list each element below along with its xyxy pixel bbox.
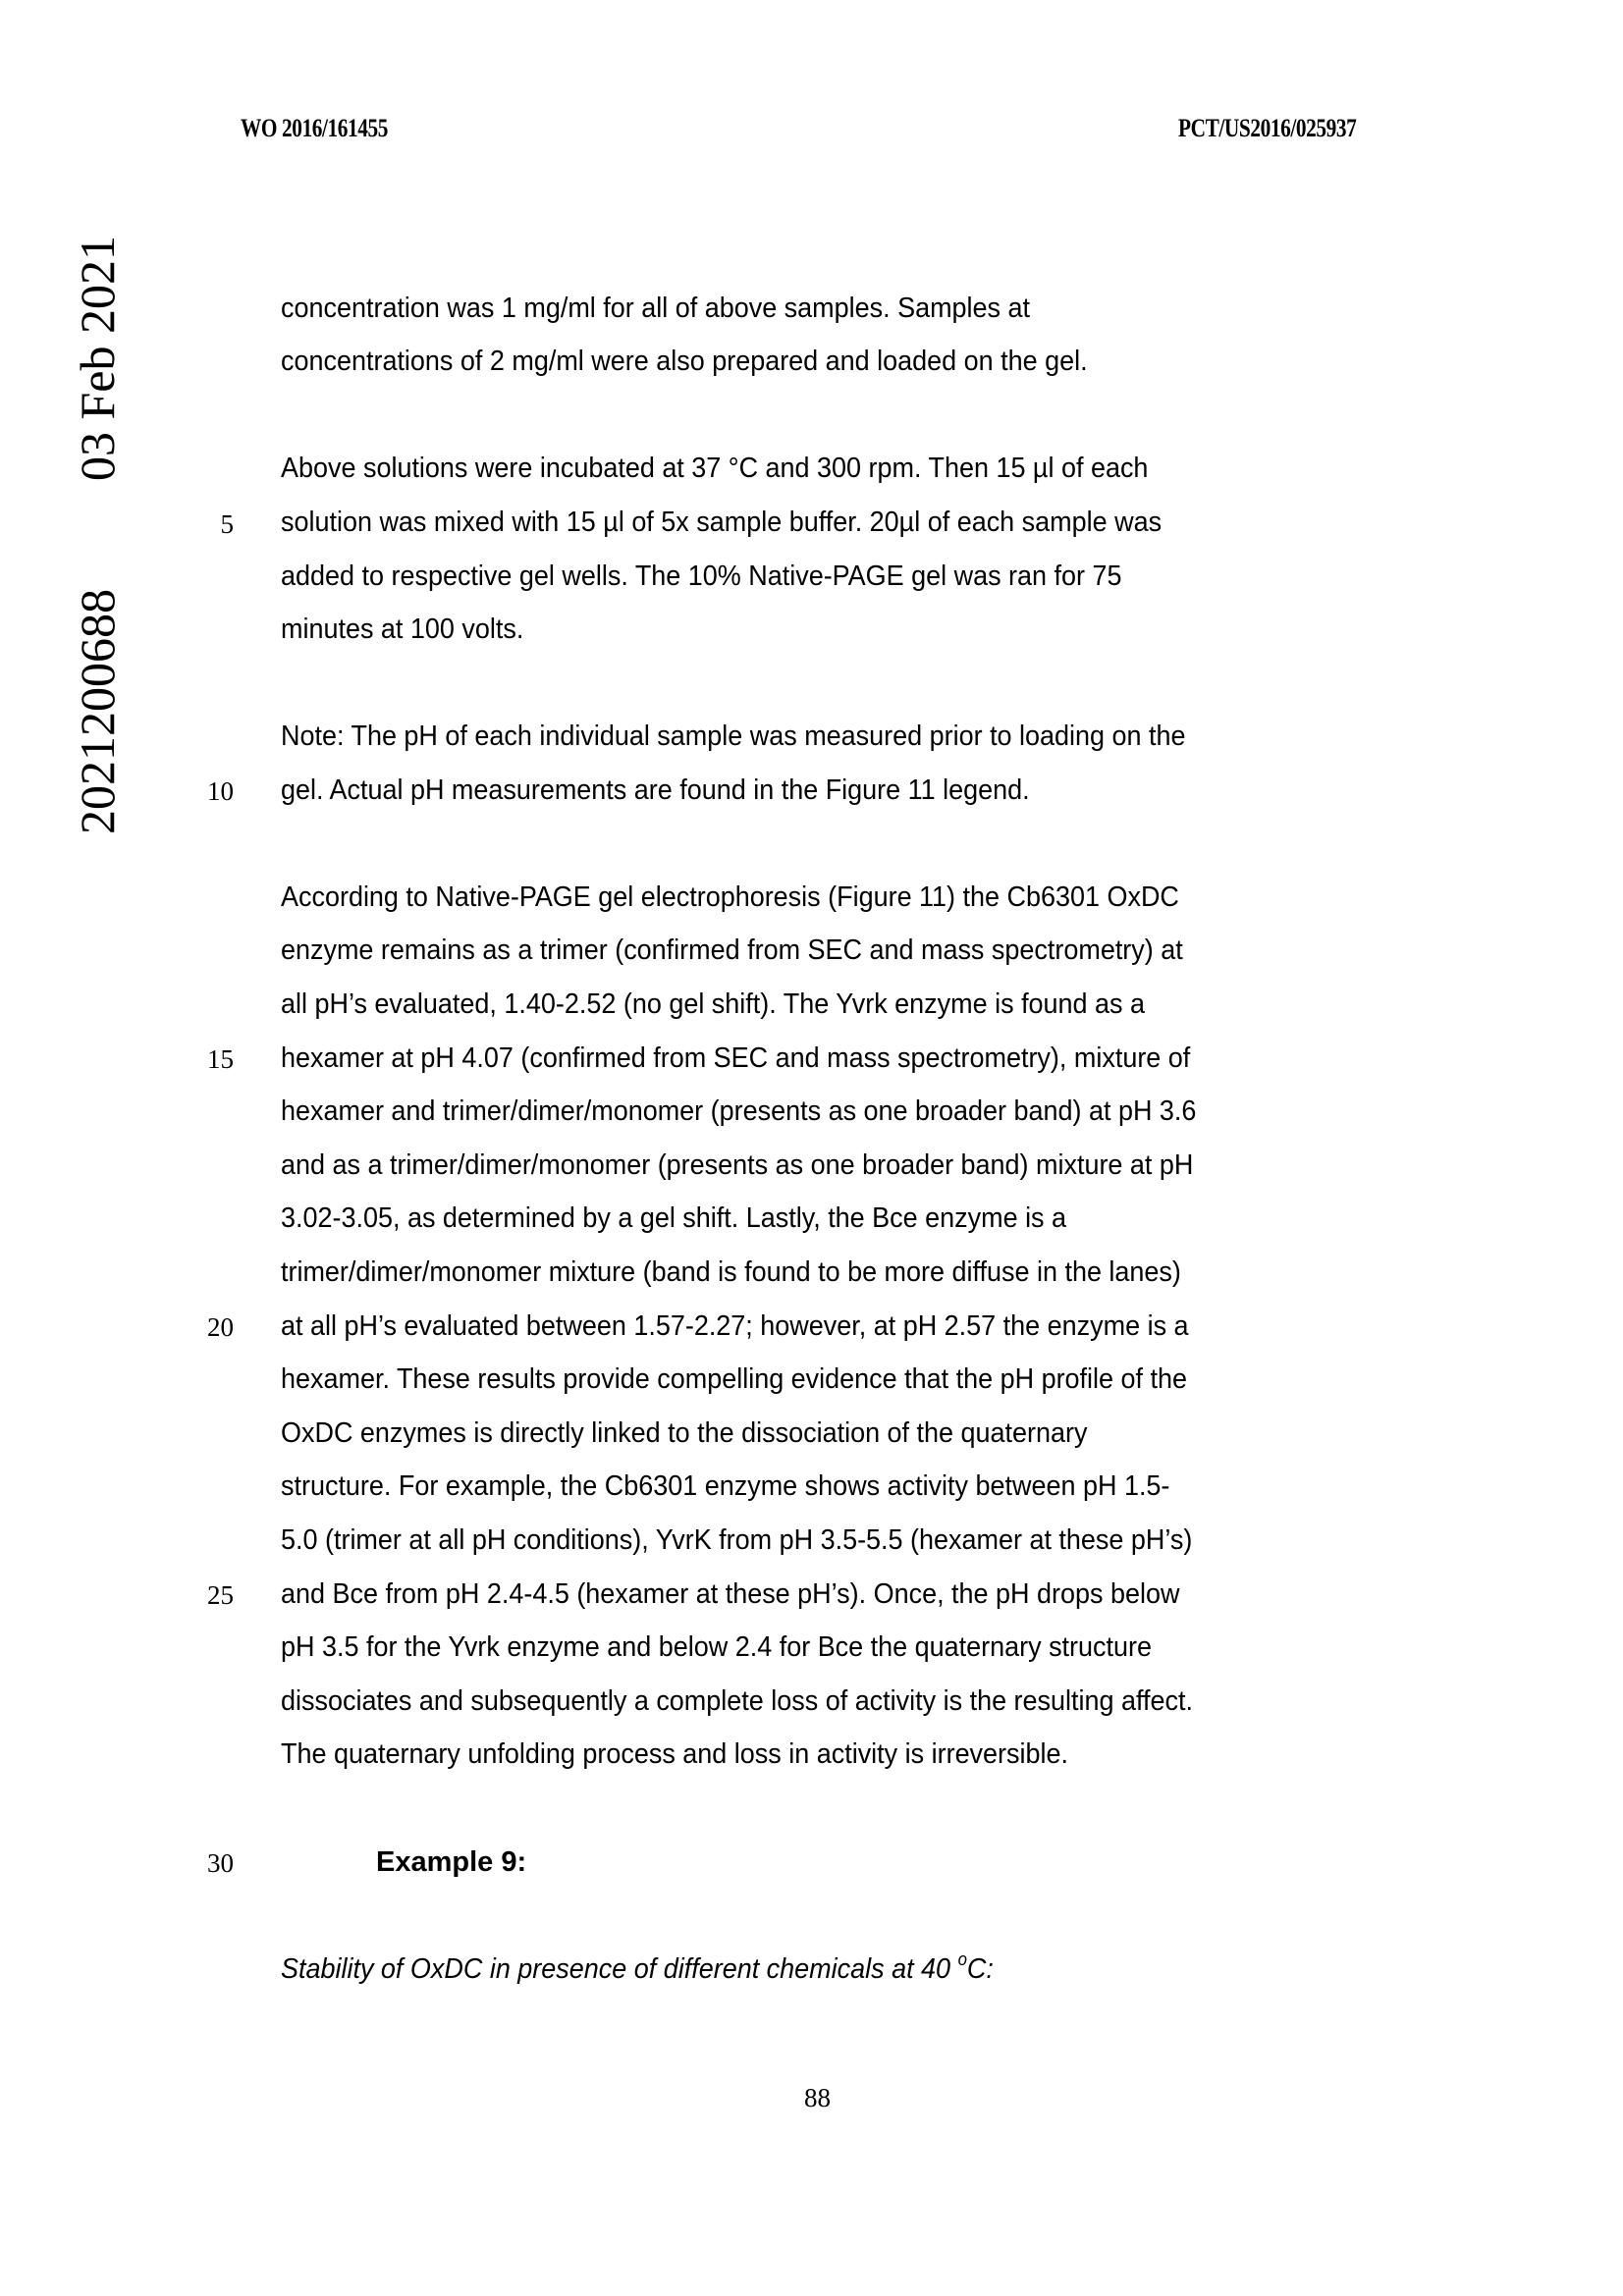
text-line: OxDC enzymes is directly linked to the dissociation of the quaternary (281, 1417, 1088, 1449)
text-line: and as a trimer/dimer/monomer (presents as one broader band) mixture at pH (281, 1149, 1194, 1181)
line-number: 10 (207, 776, 234, 806)
page-number: 88 (804, 2083, 831, 2112)
text-line: hexamer and trimer/dimer/monomer (presents as one broader band) at pH 3.6 (281, 1095, 1197, 1127)
text-line: pH 3.5 for the Yvrk enzyme and below 2.4 for Bce the quaternary structure (281, 1631, 1153, 1663)
text-line: added to respective gel wells. The 10% Native-PAGE gel was ran for 75 (281, 561, 1122, 592)
stamp-document-number: 2021200688 (70, 589, 125, 834)
text-line: trimer/dimer/monomer mixture (band is found to be more diffuse in the lanes) (281, 1256, 1181, 1288)
text-line: gel. Actual pH measurements are found in the Figure 11 legend. (281, 774, 1030, 806)
text-line: structure. For example, the Cb6301 enzyme shows activity between pH 1.5- (281, 1470, 1170, 1502)
section-subheading (281, 1949, 994, 1986)
side-stamp (69, 206, 125, 834)
subheading-unit: C: (966, 1953, 994, 1985)
line-number: 15 (207, 1044, 234, 1074)
text-line: concentrations of 2 mg/ml were also prepared and loaded on the gel. (281, 346, 1088, 377)
example-heading: Example 9: (376, 1846, 527, 1878)
subheading-text: Stability of OxDC in presence of different chemicals at 40 (281, 1953, 958, 1985)
text-line: 5.0 (trimer at all pH conditions), YvrK from pH 3.5-5.5 (hexamer at these pH’s) (281, 1524, 1193, 1556)
stamp-date: 03 Feb 2021 (70, 236, 125, 481)
text-line: and Bce from pH 2.4-4.5 (hexamer at these pH’s). Once, the pH drops below (281, 1578, 1180, 1610)
text-line: Above solutions were incubated at 37 °C and 300 rpm. Then 15 µl of each (281, 453, 1149, 484)
line-number: 20 (207, 1312, 234, 1342)
text-line: at all pH’s evaluated between 1.57-2.27; however, at pH 2.57 the enzyme is a (281, 1310, 1189, 1342)
degree-symbol: o (957, 1949, 967, 1969)
text-line: concentration was 1 mg/ml for all of above samples. Samples at (281, 293, 1031, 324)
text-line: The quaternary unfolding process and loss in activity is irreversible. (281, 1738, 1068, 1770)
text-line: dissociates and subsequently a complete loss of activity is the resulting affect. (281, 1685, 1193, 1717)
text-line: 3.02-3.05, as determined by a gel shift. Lastly, the Bce enzyme is a (281, 1202, 1067, 1234)
text-line: solution was mixed with 15 µl of 5x sample buffer. 20µl of each sample was (281, 507, 1163, 538)
line-number: 5 (220, 509, 234, 539)
line-number: 30 (207, 1848, 234, 1878)
text-line: minutes at 100 volts. (281, 614, 524, 645)
text-line: enzyme remains as a trimer (confirmed from SEC and mass spectrometry) at (281, 934, 1183, 966)
text-line: hexamer at pH 4.07 (confirmed from SEC and mass spectrometry), mixture of (281, 1042, 1191, 1074)
application-number: PCT/US2016/025937 (1178, 114, 1357, 142)
text-line: According to Native-PAGE gel electrophoresis (Figure 11) the Cb6301 OxDC (281, 881, 1179, 913)
text-line: Note: The pH of each individual sample was measured prior to loading on the (281, 721, 1186, 752)
line-number: 25 (207, 1580, 234, 1610)
text-line: hexamer. These results provide compelling evidence that the pH profile of the (281, 1363, 1188, 1395)
publication-number: WO 2016/161455 (241, 114, 389, 142)
text-line: all pH’s evaluated, 1.40-2.52 (no gel shift). The Yvrk enzyme is found as a (281, 988, 1146, 1020)
